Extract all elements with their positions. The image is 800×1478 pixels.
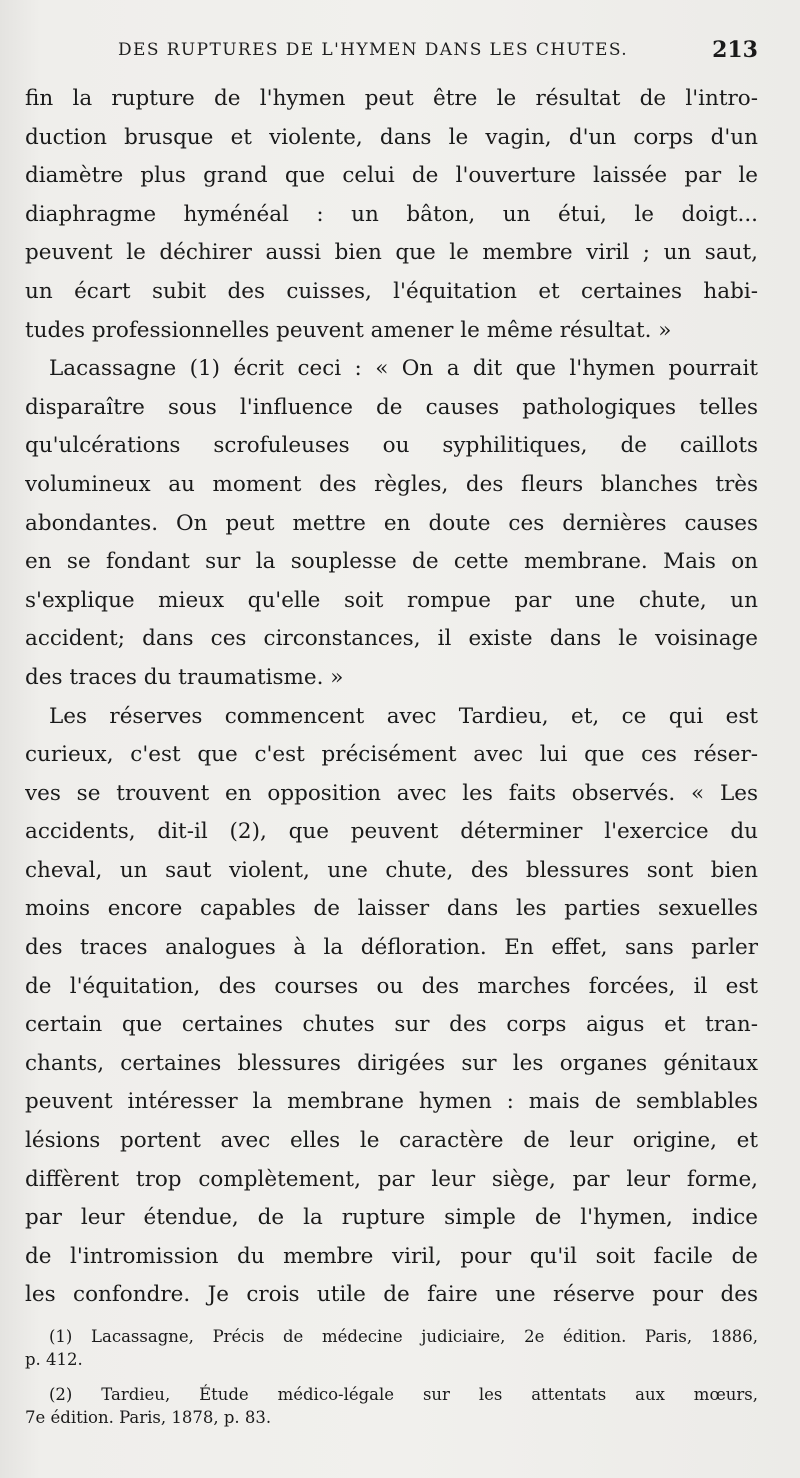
- text-line: lésions portent avec elles le caractère de leur origine, et: [25, 1128, 758, 1154]
- text-line: moins encore capables de laisser dans les parties sexuelles: [25, 896, 758, 922]
- text-line: par leur étendue, de la rupture simple de l'hymen, indice: [25, 1205, 758, 1231]
- text-line: abondantes. On peut mettre en doute ces dernières causes: [25, 510, 758, 536]
- text-line: diffèrent trop complètement, par leur siège, par leur forme,: [25, 1166, 758, 1192]
- text-line: chants, certaines blessures dirigées sur les organes génitaux: [25, 1050, 758, 1076]
- footnote-2: [25, 1383, 758, 1429]
- running-head: DES RUPTURES DE L'HYMEN DANS LES CHUTES.: [118, 40, 629, 60]
- text-line: diaphragme hyménéal : un bâton, un étui, le doigt...: [25, 201, 758, 227]
- footnote-line: (2) Tardieu, Étude médico-légale sur les attentats aux mœurs,: [49, 1385, 758, 1404]
- text-line: de l'intromission du membre viril, pour qu'il soit facile de: [25, 1243, 758, 1269]
- body-text: [25, 80, 758, 1315]
- page-header: [118, 30, 758, 70]
- text-line: accidents, dit-il (2), que peuvent déterminer l'exercice du: [25, 819, 758, 845]
- footnote-1: [25, 1325, 758, 1371]
- footnotes: [25, 1325, 758, 1429]
- text-line: Les réserves commencent avec Tardieu, et, ce qui est: [49, 703, 758, 729]
- text-line: des traces analogues à la défloration. En effet, sans parler: [25, 935, 758, 961]
- text-line: des traces du traumatisme. »: [25, 664, 344, 690]
- text-line: de l'équitation, des courses ou des marches forcées, il est: [25, 973, 758, 999]
- text-line: ves se trouvent en opposition avec les faits observés. « Les: [25, 780, 758, 806]
- text-line: volumineux au moment des règles, des fleurs blanches très: [25, 471, 758, 497]
- page-number: 213: [712, 37, 758, 63]
- text-line: accident; dans ces circonstances, il existe dans le voisinage: [25, 626, 758, 652]
- text-line: qu'ulcérations scrofuleuses ou syphilitiques, de caillots: [25, 433, 758, 459]
- text-line: s'explique mieux qu'elle soit rompue par une chute, un: [25, 587, 758, 613]
- footnote-line: 7e édition. Paris, 1878, p. 83.: [25, 1408, 272, 1427]
- footnote-line: p. 412.: [25, 1350, 83, 1369]
- text-line: tudes professionnelles peuvent amener le même résultat. »: [25, 317, 672, 343]
- text-line: les confondre. Je crois utile de faire une réserve pour des: [25, 1282, 758, 1308]
- text-line: peuvent le déchirer aussi bien que le membre viril ; un saut,: [25, 240, 758, 266]
- text-line: curieux, c'est que c'est précisément avec lui que ces réser-: [25, 742, 758, 768]
- text-line: fin la rupture de l'hymen peut être le résultat de l'intro-: [25, 86, 758, 111]
- text-line: diamètre plus grand que celui de l'ouverture laissée par le: [25, 163, 758, 189]
- footnote-line: (1) Lacassagne, Précis de médecine judiciaire, 2e édition. Paris, 1886,: [49, 1327, 758, 1346]
- text-line: en se fondant sur la souplesse de cette membrane. Mais on: [25, 549, 758, 575]
- text-line: un écart subit des cuisses, l'équitation et certaines habi-: [25, 278, 758, 304]
- text-line: peuvent intéresser la membrane hymen : mais de semblables: [25, 1089, 758, 1115]
- text-line: disparaître sous l'influence de causes pathologiques telles: [25, 394, 758, 420]
- text-line: Lacassagne (1) écrit ceci : « On a dit que l'hymen pourrait: [49, 356, 758, 382]
- text-line: certain que certaines chutes sur des corps aigus et tran-: [25, 1012, 758, 1038]
- text-line: cheval, un saut violent, une chute, des blessures sont bien: [25, 857, 758, 883]
- text-line: duction brusque et violente, dans le vagin, d'un corps d'un: [25, 124, 758, 150]
